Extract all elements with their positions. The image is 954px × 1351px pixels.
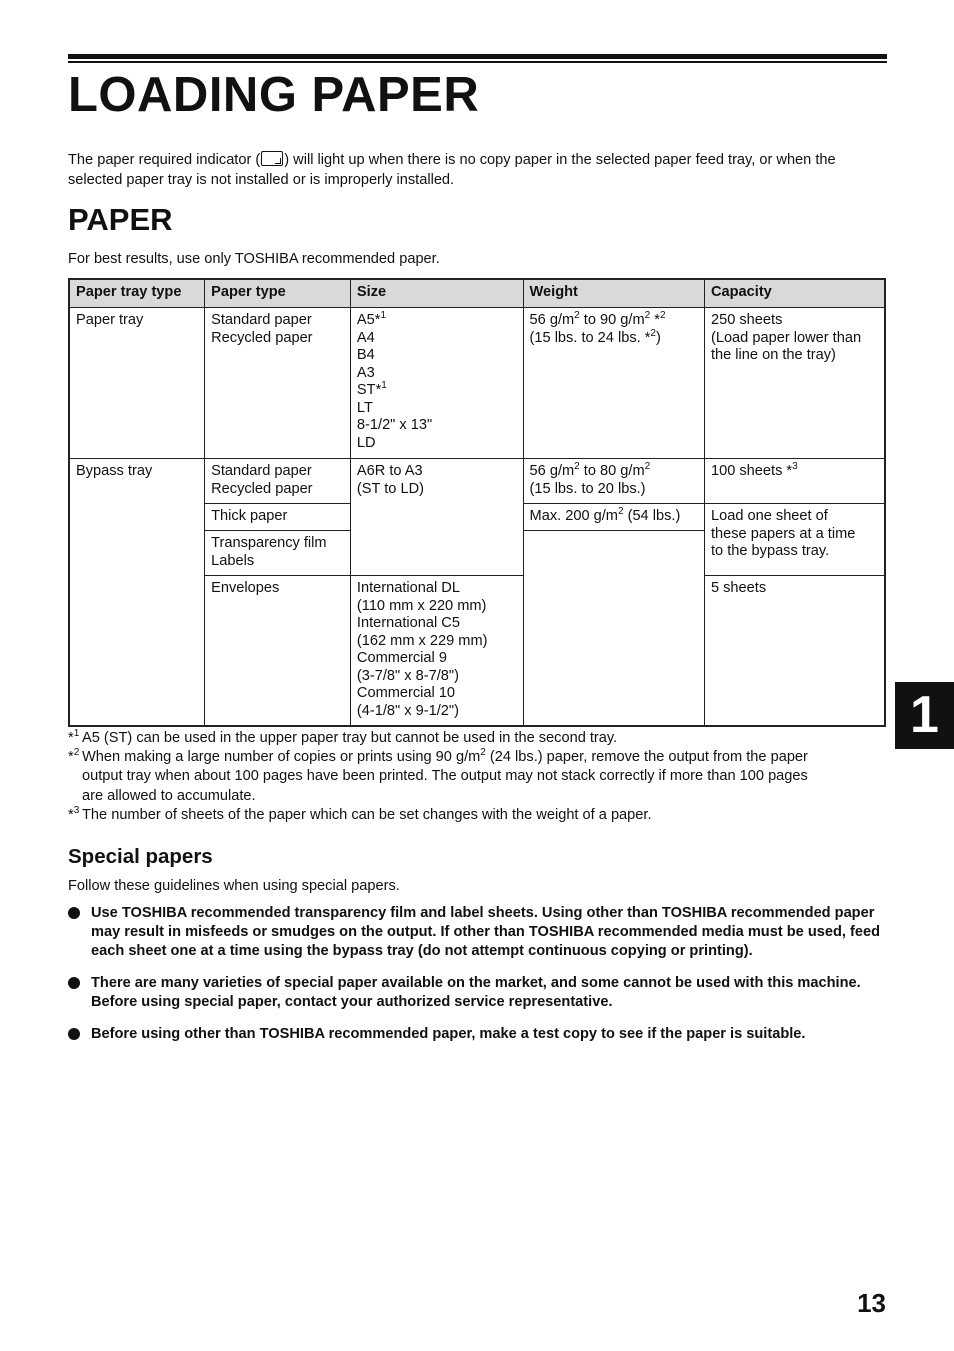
weight-text: (54 lbs.): [623, 508, 681, 524]
size-text: A5*: [356, 312, 381, 328]
footnote-text: The number of sheets of the paper which can be set changes with the weight of a paper.: [82, 806, 652, 823]
size-line: [357, 382, 517, 400]
special-papers-intro: Follow these guidelines when using special papers.: [68, 878, 400, 894]
footnote-text: When making a large number of copies or prints using 90 g/m: [82, 749, 481, 766]
cell-paper-type: Envelopes: [205, 576, 351, 726]
footnote-text: A5 (ST) can be used in the upper paper tray but cannot be used in the second tray.: [82, 730, 618, 746]
footnote-text: are allowed to accumulate.: [82, 787, 256, 804]
intro-paragraph: [68, 151, 890, 190]
cell-weight: [523, 459, 704, 504]
section-title-paper: PAPER: [68, 202, 173, 237]
footnote-mark: [68, 729, 79, 748]
paper-type-line: Recycled paper: [211, 329, 313, 346]
list-item: [68, 974, 886, 1012]
size-line: A3: [356, 364, 375, 381]
size-line: [357, 312, 517, 330]
cell-size: [350, 459, 523, 576]
guideline-text: There are many varieties of special paper available on the market, and some cannot be used with this machine. Before using special paper, contact your authorized service representative.: [91, 975, 861, 1010]
size-line: A6R to A3: [356, 463, 423, 479]
superscript: 2: [644, 310, 651, 321]
footnote-number: 3: [73, 804, 80, 816]
size-line: (ST to LD): [356, 480, 424, 497]
paper-type-line: Labels: [211, 552, 255, 569]
size-line: (110 mm x 220 mm): [356, 597, 487, 614]
title-rule-thin: [68, 61, 887, 63]
footnote-ref: 2: [659, 310, 666, 321]
weight-line: (15 lbs. to 20 lbs.): [529, 480, 646, 497]
cell-size: [350, 576, 523, 726]
footnote-3: [68, 806, 884, 825]
cell-paper-type: Thick paper: [205, 504, 351, 531]
size-line: A4: [356, 329, 375, 346]
header-weight: Weight: [523, 279, 704, 308]
footnote-1: [68, 729, 884, 748]
capacity-line: (Load paper lower than: [710, 329, 862, 346]
capacity-line: to the bypass tray.: [710, 543, 830, 559]
guideline-text: Use TOSHIBA recommended transparency film and label sheets. Using other than TOSHIBA recommended paper may result in misfeeds or smudges on the output. If other than TOSHIBA recommended media must be used, feed each sheet one at a time using the bypass tray (do not attempt continuous copying or printing).: [91, 905, 881, 959]
cell-tray-type: Bypass tray: [69, 459, 205, 726]
table-row: [69, 459, 885, 504]
size-line: 8-1/2" x 13": [356, 417, 433, 433]
weight-text: (15 lbs. to 24 lbs. *: [529, 329, 651, 346]
size-line: Commercial 9: [356, 650, 447, 666]
page-number: 13: [857, 1288, 886, 1318]
footnote-mark: [68, 806, 79, 825]
header-capacity: Capacity: [704, 279, 885, 308]
capacity-line: Load one sheet of: [710, 508, 828, 524]
header-size: Size: [350, 279, 523, 308]
paper-type-line: Standard paper: [211, 312, 312, 328]
size-text: ST*: [356, 382, 382, 398]
cell-weight-empty: [523, 531, 704, 726]
weight-text: Max. 200 g/m: [529, 508, 618, 524]
weight-text: *: [650, 312, 660, 328]
weight-text: 56 g/m: [529, 312, 575, 328]
size-line: (4-1/8" x 9-1/2"): [356, 702, 459, 719]
size-line: International DL: [356, 580, 460, 596]
footnote-2: [68, 748, 884, 806]
cell-tray-type: Paper tray: [69, 308, 205, 459]
weight-line: [529, 327, 698, 348]
guideline-text: Before using other than TOSHIBA recommended paper, make a test copy to see if the paper is suitable.: [91, 1026, 806, 1042]
size-line: (3-7/8" x 8-7/8"): [356, 667, 459, 684]
bullet-icon: [68, 907, 80, 919]
cell-paper-type: [205, 459, 351, 504]
weight-text: 56 g/m: [529, 463, 575, 479]
chapter-tab: 1: [895, 682, 954, 749]
cell-weight: [523, 308, 704, 459]
capacity-line: these papers at a time: [710, 525, 856, 542]
weight-text: to 80 g/m: [579, 463, 645, 479]
list-item: [68, 1025, 886, 1044]
asterisk: *: [68, 749, 74, 766]
footnote-ref: 1: [381, 380, 387, 391]
cell-size: [350, 308, 523, 459]
footnote-mark: [68, 748, 79, 767]
size-line: Commercial 10: [356, 685, 456, 701]
weight-text: ): [655, 329, 661, 346]
weight-text: to 90 g/m: [579, 312, 645, 328]
superscript: 2: [617, 506, 624, 517]
footnote-ref: 1: [380, 310, 387, 321]
capacity-line: the line on the tray): [710, 347, 836, 363]
superscript: 2: [574, 461, 580, 472]
size-line: (162 mm x 229 mm): [356, 632, 488, 649]
header-paper-tray-type: Paper tray type: [69, 279, 205, 308]
footnote-text: output tray when about 100 pages have been printed. The output may not stack correctly if more than 100 pages: [82, 768, 808, 785]
cell-paper-type: [205, 531, 351, 576]
table-row: [69, 308, 885, 459]
table-header-row: [69, 279, 885, 308]
paper-specification-table: [68, 278, 886, 727]
weight-line: [530, 312, 698, 330]
cell-weight: [523, 504, 704, 531]
footnote-ref: 2: [650, 327, 656, 339]
capacity-text: 100 sheets *: [710, 463, 793, 479]
paper-type-line: Standard paper: [211, 463, 312, 479]
list-item: [68, 904, 886, 961]
cell-capacity: [704, 504, 885, 576]
best-results-text: For best results, use only TOSHIBA recommended paper.: [68, 251, 440, 267]
special-papers-guidelines: [68, 904, 886, 1057]
cell-capacity: 5 sheets: [704, 576, 885, 726]
paper-type-line: Recycled paper: [211, 480, 313, 497]
bullet-icon: [68, 977, 80, 989]
size-line: B4: [356, 347, 375, 363]
footnotes: [68, 729, 884, 825]
footnote-ref: 3: [792, 461, 798, 472]
weight-line: [530, 463, 698, 481]
capacity-line: 250 sheets: [710, 312, 783, 328]
size-line: LT: [356, 399, 373, 416]
asterisk: *: [68, 806, 74, 823]
cell-paper-type: [205, 308, 351, 459]
cell-capacity: [704, 308, 885, 459]
superscript: 2: [574, 310, 580, 321]
title-rule-thick: [68, 54, 887, 59]
bullet-icon: [68, 1028, 80, 1040]
paper-type-line: Transparency film: [211, 535, 327, 551]
paper-required-indicator-icon: [261, 151, 283, 166]
page-title: LOADING PAPER: [68, 68, 480, 122]
superscript: 2: [644, 461, 651, 472]
intro-text-before: The paper required indicator (: [68, 152, 261, 168]
size-line: International C5: [356, 615, 460, 631]
asterisk: *: [68, 730, 74, 746]
special-papers-heading: Special papers: [68, 845, 213, 868]
superscript: 2: [480, 747, 486, 759]
header-paper-type: Paper type: [205, 279, 351, 308]
footnote-text: (24 lbs.) paper, remove the output from the paper: [485, 749, 808, 766]
cell-capacity: [704, 459, 885, 504]
footnote-number: 1: [73, 728, 80, 739]
footnote-number: 2: [73, 747, 80, 759]
intro-text-after: ) will light up when there is no copy paper in the selected paper feed tray, or when the selected paper tray is not installed or is improperly installed.: [68, 152, 836, 188]
size-line: LD: [356, 434, 376, 451]
